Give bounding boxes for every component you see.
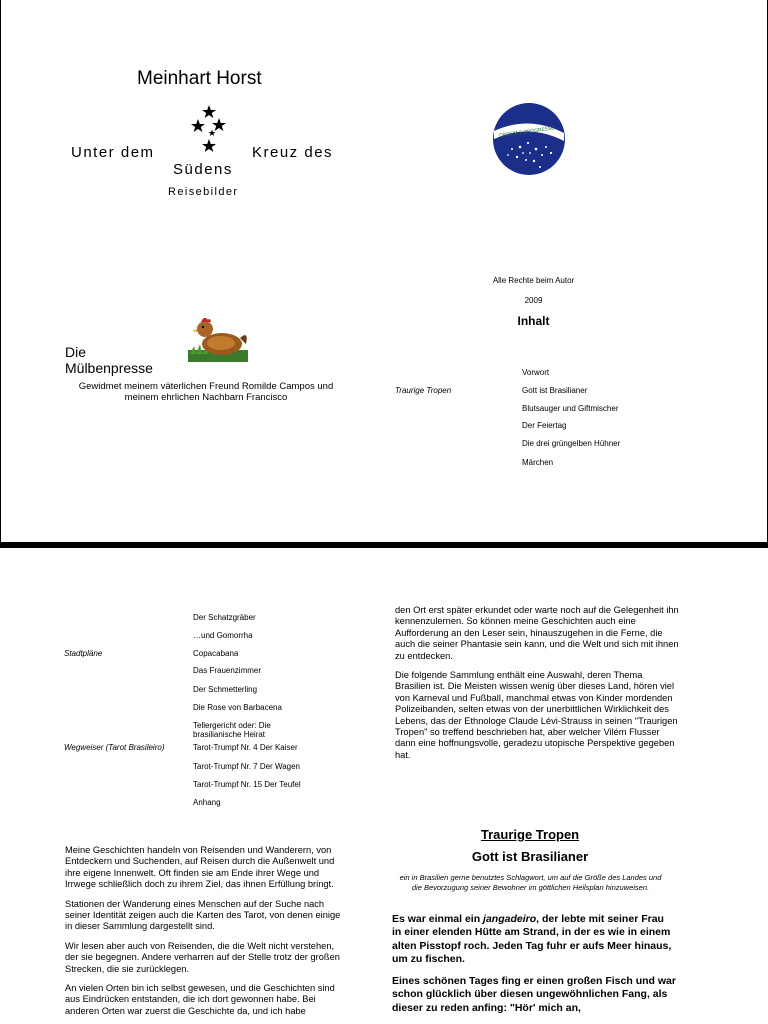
preface-paragraph: Die folgende Sammlung enthält eine Auswahl, deren Thema Brasilien ist. Die Meisten wissen wenig über dieses Land, hören viel von Karneval und Fußball, manchmal etwas von Kinder mordenden Polizeibanden, selten etwas von der unerbittlichen Wirklichkeit des Lebens, das der Ethnologe Claude Lévi-Strauss in seinen "Traurigen Tropen" so treffend beschrieben hat, aber welcher Vilém Flusser dann eine hoffnungsvolle, geradezu utopische Perspektive gegeben hat. xyxy=(395,670,678,760)
story-text-run: , der lebte mit seiner Frau in einer elenden Hütte am Strand, in der es wie in einem alten Pisstopf roch. Jeden Tag fuhr er aufs Meer hinaus, um zu fischen. xyxy=(392,913,672,965)
preface-paragraph: den Ort erst später erkundet oder warte noch auf die Gelegenheit ihn kennenzulernen. So können meine Geschichten auch eine Aufforderung an den Leser sein, hinauszugehen in die Ferne, die auch die seiner Phantasie sein kann, und die Welt und sich mit ihnen zu entdecken. xyxy=(395,605,679,661)
story-section-heading: Traurige Tropen xyxy=(480,827,580,842)
publisher-name xyxy=(65,344,153,376)
publisher-line-1: Die xyxy=(65,344,87,360)
toc-item[interactable]: Der Feiertag xyxy=(522,421,567,430)
book-title-part-2: Kreuz des xyxy=(252,144,334,161)
toc-item[interactable]: Blutsauger und Giftmischer xyxy=(522,404,619,413)
story-italic-term: jangadeiro xyxy=(483,913,537,925)
toc-item[interactable]: Vorwort xyxy=(522,368,550,377)
preface-paragraph: Wir lesen aber auch von Reisenden, die die Welt nicht verstehen, der sie begegnen. Andere verharren auf der Stelle trotz der großen Strecken, die sie zurücklegen. xyxy=(65,940,340,974)
contents-heading: Inhalt xyxy=(517,314,550,328)
story-paragraph xyxy=(392,913,676,966)
toc-section-wegweiser: Wegweiser (Tarot Brasileiro) xyxy=(64,743,165,752)
preface-paragraph: An vielen Orten bin ich selbst gewesen, und die Geschichten sind aus Eindrücken entstanden, die ich dort gewonnen habe. Bei anderen Orten war zuerst die Geschichte da, und ich habe xyxy=(65,983,335,1016)
flag-motto: ORDEM E PROGRESSO xyxy=(498,125,556,140)
hen-icon xyxy=(188,314,248,362)
dedication: Gewidmet meinem väterlichen Freund Romilde Campos und meinem ehrlichen Nachbarn Francisco xyxy=(78,381,334,403)
toc-section-traurige-tropen: Traurige Tropen xyxy=(395,386,452,395)
story-paragraph: Eines schönen Tages fing er einen großen Fisch und war schon glücklich über diesen ungewöhnlichen Fang, als dieser zu reden anfing: "Hör' mich an, xyxy=(392,975,676,1014)
preface-paragraph: Stationen der Wanderung eines Menschen auf der Suche nach seiner Identität zeigen auch die Karten des Tarot, von denen einige in dieser Sammlung dargestellt sind. xyxy=(65,898,341,932)
southern-cross-stars-icon xyxy=(187,105,237,157)
text-page xyxy=(0,548,768,1024)
toc-item[interactable]: Märchen xyxy=(522,458,554,467)
toc-item[interactable]: Tarot-Trumpf Nr. 4 Der Kaiser xyxy=(193,743,298,752)
publisher-line-2: Mülbenpresse xyxy=(65,360,153,376)
book-title-part-3: Südens xyxy=(173,161,233,178)
publication-year: 2009 xyxy=(524,296,543,305)
toc-section-stadtplaene: Stadtpläne xyxy=(64,649,103,658)
story-text xyxy=(392,913,676,1024)
preface-left-column xyxy=(65,845,350,1024)
copyright-note: Alle Rechte beim Autor xyxy=(492,276,575,285)
toc-item[interactable]: Die drei grüngelben Hühner xyxy=(522,439,621,448)
toc-item[interactable]: Der Schatzgräber xyxy=(193,613,256,622)
brazil-flag-globe-icon xyxy=(490,103,568,175)
story-text-run: Es war einmal ein xyxy=(392,913,484,925)
author-name: Meinhart Horst xyxy=(137,68,262,89)
story-title: Gott ist Brasilianer xyxy=(471,849,589,864)
toc-item[interactable]: …und Gomorrha xyxy=(193,631,253,640)
toc-item[interactable]: Tellergericht oder: Die brasilianische Heirat xyxy=(193,721,271,739)
story-note: ein in Brasilien gerne benutztes Schlagwort, um auf die Größe des Landes und die Bevorzugung seiner Bewohner im göttlichen Heilsplan hinzuweisen. xyxy=(399,873,662,892)
toc-item[interactable]: Das Frauenzimmer xyxy=(193,666,262,675)
toc-item[interactable]: Gott ist Brasilianer xyxy=(522,386,588,395)
toc-item[interactable]: Tarot-Trumpf Nr. 15 Der Teufel xyxy=(193,780,301,789)
toc-item[interactable]: Der Schmetterling xyxy=(193,685,258,694)
preface-paragraph: Meine Geschichten handeln von Reisenden und Wanderern, von Entdeckern und Suchenden, auf Reisen durch die Außenwelt und ihre eigene Innenwelt. Oft finden sie am Ende ihrer Wege und Irrwege schließlich doch zu ihrem Ziel, das ihnen Erfüllung bringt. xyxy=(65,845,335,890)
toc-item[interactable]: Copacabana xyxy=(193,649,239,658)
toc-item[interactable]: Die Rose von Barbacena xyxy=(193,703,282,712)
title-page xyxy=(1,0,767,542)
book-title-part-1: Unter dem xyxy=(71,144,155,161)
toc-item[interactable]: Anhang xyxy=(193,798,221,807)
toc-item[interactable]: Tarot-Trumpf Nr. 7 Der Wagen xyxy=(193,762,300,771)
book-subtitle: Reisebilder xyxy=(168,186,239,198)
preface-right-column xyxy=(395,605,680,769)
